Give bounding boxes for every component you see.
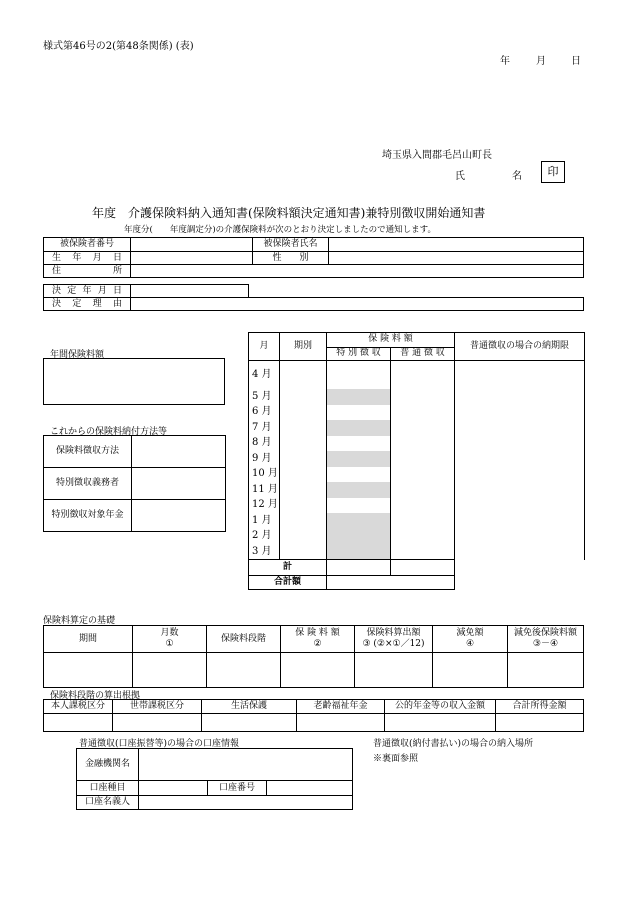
period-cell <box>280 467 327 483</box>
deadline-cell <box>455 451 585 467</box>
basis-header-line2: ② <box>313 639 322 649</box>
stage-header-cell: 本人課税区分 <box>44 700 113 714</box>
collection-method-value <box>132 436 226 468</box>
target-pension-label: 特別徴収対象年金 <box>44 500 132 532</box>
ordinary-amount-cell <box>391 451 455 467</box>
payment-method-heading: これからの保険料納付方法等 <box>50 427 168 437</box>
month-cell: 4 月 <box>249 360 280 389</box>
ordinary-amount-cell <box>391 360 455 389</box>
decision-reason-table <box>43 297 584 311</box>
period-cell <box>280 405 327 421</box>
month-cell: 8 月 <box>249 436 280 452</box>
issuer-title: 埼玉県入間郡毛呂山町長 <box>382 150 492 161</box>
stage-header-cell: 公的年金等の収入金額 <box>385 700 496 714</box>
special-amount-cell <box>327 482 391 498</box>
ordinary-amount-cell <box>391 405 455 421</box>
period-cell <box>280 451 327 467</box>
basis-header-line1: 減免額 <box>456 628 484 638</box>
basis-header-line1: 保 険 料 額 <box>295 628 340 638</box>
date-month: 月 <box>536 56 546 67</box>
special-amount-cell <box>327 405 391 421</box>
special-amount-cell <box>327 513 391 529</box>
special-amount-cell <box>327 360 391 389</box>
month-cell: 10 月 <box>249 467 280 483</box>
period-cell <box>280 544 327 560</box>
special-collection-header: 特 別 徴 収 <box>327 347 391 360</box>
basis-header-line1: 減免後保険料額 <box>513 628 577 638</box>
stage-header-cell: 合計所得金額 <box>496 700 584 714</box>
account-number-label: 口座番号 <box>208 781 267 796</box>
period-cell <box>280 389 327 405</box>
account-holder-value <box>139 796 353 810</box>
basis-value-cell <box>281 653 355 688</box>
basis-value-cell <box>508 653 584 688</box>
amount-header: 保 険 料 額 <box>327 333 455 348</box>
month-cell: 9 月 <box>249 451 280 467</box>
basis-header-line2: ③ (②×①／12) <box>362 639 425 649</box>
month-cell: 12 月 <box>249 498 280 514</box>
total-ordinary <box>391 560 455 576</box>
special-amount-cell <box>327 498 391 514</box>
schedule-table <box>248 332 585 590</box>
basis-value-cell <box>207 653 281 688</box>
month-cell: 7 月 <box>249 420 280 436</box>
special-amount-cell <box>327 436 391 452</box>
insured-number-label: 被保険者番号 <box>44 238 131 252</box>
payment-place-note: ※裏面参照 <box>373 754 419 764</box>
special-amount-cell <box>327 544 391 560</box>
decision-reason-value <box>131 298 584 311</box>
stage-basis-table <box>43 699 584 732</box>
stage-value-cell <box>202 714 297 732</box>
ordinary-amount-cell <box>391 513 455 529</box>
date-year: 年 <box>500 56 510 67</box>
basis-header-line1: 期間 <box>78 633 97 644</box>
ordinary-amount-cell <box>391 498 455 514</box>
month-header: 月 <box>249 333 280 361</box>
address-label: 住 所 <box>44 265 131 278</box>
basis-value-cell <box>355 653 433 688</box>
deadline-header: 普通徴収の場合の納期限 <box>455 333 585 361</box>
basis-header-cell <box>433 626 508 653</box>
insured-name-value <box>329 238 584 252</box>
month-cell: 11 月 <box>249 482 280 498</box>
address-value <box>131 265 584 278</box>
sex-label: 性 別 <box>253 252 329 265</box>
ordinary-amount-cell <box>391 467 455 483</box>
stage-header-cell: 世帯課税区分 <box>113 700 202 714</box>
stage-header-cell: 老齢福祉年金 <box>297 700 385 714</box>
stage-header-cell: 生活保護 <box>202 700 297 714</box>
stage-value-cell <box>297 714 385 732</box>
ordinary-amount-cell <box>391 482 455 498</box>
document-subtitle: 年度分( 年度調定分)の介護保険料が次のとおり決定しましたので通知します。 <box>124 225 436 235</box>
basis-value-cell <box>133 653 207 688</box>
ordinary-amount-cell <box>391 389 455 405</box>
basis-header-cell <box>355 626 433 653</box>
basis-header-cell <box>207 626 281 653</box>
birth-date-label: 生 年 月 日 <box>44 252 131 265</box>
decision-reason-label: 決 定 理 由 <box>44 298 131 311</box>
stage-value-cell <box>44 714 113 732</box>
deadline-cell <box>455 467 585 483</box>
collection-method-label: 保険料徴収方法 <box>44 436 132 468</box>
basis-header-line2: ① <box>165 639 174 649</box>
basis-header-cell <box>281 626 355 653</box>
total-special <box>327 560 391 576</box>
grand-total-value <box>327 576 455 590</box>
form-number: 様式第46号の2(第48条関係) (表) <box>43 41 194 52</box>
grand-total-label: 合計額 <box>249 576 327 590</box>
period-cell <box>280 513 327 529</box>
special-amount-cell <box>327 389 391 405</box>
decision-date-table <box>43 284 249 298</box>
grand-total-blank <box>455 576 585 590</box>
bank-institution-label: 金融機関名 <box>77 749 139 781</box>
ordinary-amount-cell <box>391 544 455 560</box>
deadline-cell <box>455 436 585 452</box>
period-cell <box>280 482 327 498</box>
basis-header-cell <box>133 626 207 653</box>
basis-header-line2: ③－④ <box>532 639 559 649</box>
bank-table <box>76 748 353 810</box>
ordinary-amount-cell <box>391 436 455 452</box>
account-holder-label: 口座名義人 <box>77 796 139 810</box>
ordinary-amount-cell <box>391 420 455 436</box>
deadline-cell <box>455 544 585 560</box>
special-collector-label: 特別徴収義務者 <box>44 468 132 500</box>
insured-number-value <box>131 238 253 252</box>
deadline-cell <box>455 482 585 498</box>
deadline-cell <box>455 405 585 421</box>
month-cell: 3 月 <box>249 544 280 560</box>
total-blank <box>455 560 585 576</box>
bank-institution-value <box>139 749 353 781</box>
ordinary-amount-cell <box>391 529 455 545</box>
issuer-name-label-1: 氏 <box>455 171 465 182</box>
basis-header-line1: 保険料段階 <box>220 633 266 644</box>
payment-place-heading: 普通徴収(納付書払い)の場合の納入場所 <box>373 739 534 749</box>
special-amount-cell <box>327 451 391 467</box>
deadline-cell <box>455 360 585 389</box>
insured-name-label: 被保険者氏名 <box>253 238 329 252</box>
basis-header-cell <box>508 626 584 653</box>
target-pension-value <box>132 500 226 532</box>
decision-date-label: 決定年月日 <box>44 285 131 298</box>
month-cell: 6 月 <box>249 405 280 421</box>
sex-value <box>329 252 584 265</box>
bank-heading: 普通徴収(口座振替等)の場合の口座情報 <box>79 739 240 749</box>
basis-value-cell <box>433 653 508 688</box>
month-cell: 2 月 <box>249 529 280 545</box>
payment-method-table <box>43 435 226 532</box>
month-cell: 1 月 <box>249 513 280 529</box>
period-cell <box>280 420 327 436</box>
basis-table <box>43 625 584 688</box>
document-title: 年度 介護保険料納入通知書(保険料額決定通知書)兼特別徴収開始通知書 <box>92 206 486 220</box>
issuer-name-label-2: 名 <box>512 171 522 182</box>
basis-heading: 保険料算定の基礎 <box>43 616 116 626</box>
stage-value-cell <box>385 714 496 732</box>
basis-header-cell <box>44 626 133 653</box>
special-amount-cell <box>327 467 391 483</box>
special-amount-cell <box>327 420 391 436</box>
basis-header-line2: ④ <box>465 639 475 649</box>
period-cell <box>280 360 327 389</box>
deadline-cell <box>455 513 585 529</box>
deadline-cell <box>455 529 585 545</box>
annual-premium-label: 年間保険料額 <box>50 350 105 360</box>
period-cell <box>280 436 327 452</box>
total-label: 計 <box>249 560 327 576</box>
deadline-cell <box>455 420 585 436</box>
period-cell <box>280 498 327 514</box>
deadline-cell <box>455 498 585 514</box>
date-day: 日 <box>571 56 581 67</box>
basis-header-line1: 保険料算出額 <box>366 628 421 638</box>
period-header: 期別 <box>280 333 327 361</box>
annual-premium-box <box>43 358 225 405</box>
month-cell: 5 月 <box>249 389 280 405</box>
seal-box: 印 <box>541 161 565 183</box>
deadline-cell <box>455 389 585 405</box>
account-number-value <box>267 781 353 796</box>
ordinary-collection-header: 普 通 徴 収 <box>391 347 455 360</box>
insured-info-table <box>43 237 584 278</box>
stage-value-cell <box>113 714 202 732</box>
basis-header-line1: 月数 <box>160 628 179 638</box>
period-cell <box>280 529 327 545</box>
stage-basis-heading: 保険料段階の算出根拠 <box>50 691 141 701</box>
decision-date-value <box>131 285 249 298</box>
special-collector-value <box>132 468 226 500</box>
stage-value-cell <box>496 714 584 732</box>
birth-date-value <box>131 252 253 265</box>
basis-value-cell <box>44 653 133 688</box>
account-type-value <box>139 781 208 796</box>
special-amount-cell <box>327 529 391 545</box>
account-type-label: 口座種目 <box>77 781 139 796</box>
